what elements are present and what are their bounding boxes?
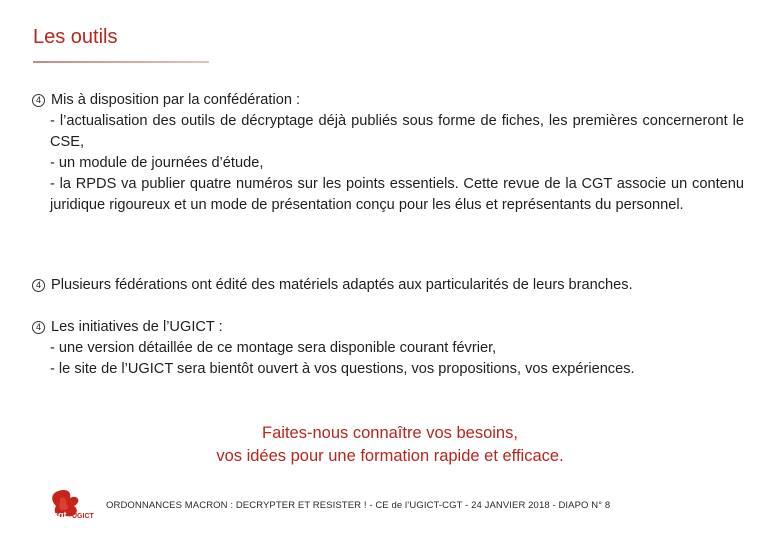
bullet-text: Les initiatives de l’UGICT : [51, 319, 223, 335]
svg-text:cgt: cgt [53, 510, 67, 520]
list-item: - la RPDS va publier quatre numéros sur les points essentiels. Cette revue de la CGT associe un contenu juridique rigoureux et un mode de présentation conçu pour les élus et représentants du personnel. [50, 176, 744, 213]
bullet-head [32, 317, 744, 338]
callout [0, 422, 780, 468]
bullet-ugict [32, 317, 744, 380]
list-item: - une version détaillée de ce montage sera disponible courant février, [50, 340, 497, 356]
bullet-text: Plusieurs fédérations ont édité des matériels adaptés aux particularités de leurs branches. [51, 277, 633, 293]
bullet-head [32, 275, 744, 296]
slide-title: Les outils [33, 26, 118, 48]
bullet-text: Mis à disposition par la confédération : [51, 92, 301, 108]
title-underline [33, 61, 209, 63]
circled-number-icon: 4 [32, 321, 45, 334]
bullet-federations [32, 275, 744, 296]
svg-text:UGICT: UGICT [72, 513, 94, 520]
callout-line-2: vos idées pour une formation rapide et efficace. [216, 447, 564, 465]
circled-number-icon: 4 [32, 279, 45, 292]
list-item: - un module de journées d’étude, [50, 155, 264, 171]
list-item: - l’actualisation des outils de décryptage déjà publiés sous forme de fiches, les premières concerneront le CSE, [50, 113, 744, 150]
footer-text: ORDONNANCES MACRON : DECRYPTER ET RESISTER ! - CE de l’UGICT-CGT - 24 JANVIER 2018 - DIAPO N° 8 [106, 500, 611, 511]
list-item: - le site de l’UGICT sera bientôt ouvert à vos questions, vos propositions, vos expériences. [50, 361, 635, 377]
callout-line-1: Faites-nous connaître vos besoins, [262, 424, 518, 442]
bullet-head [32, 90, 744, 111]
cgt-ugict-logo [50, 488, 100, 524]
circled-number-icon: 4 [32, 94, 45, 107]
bullet-confederation [32, 90, 744, 216]
